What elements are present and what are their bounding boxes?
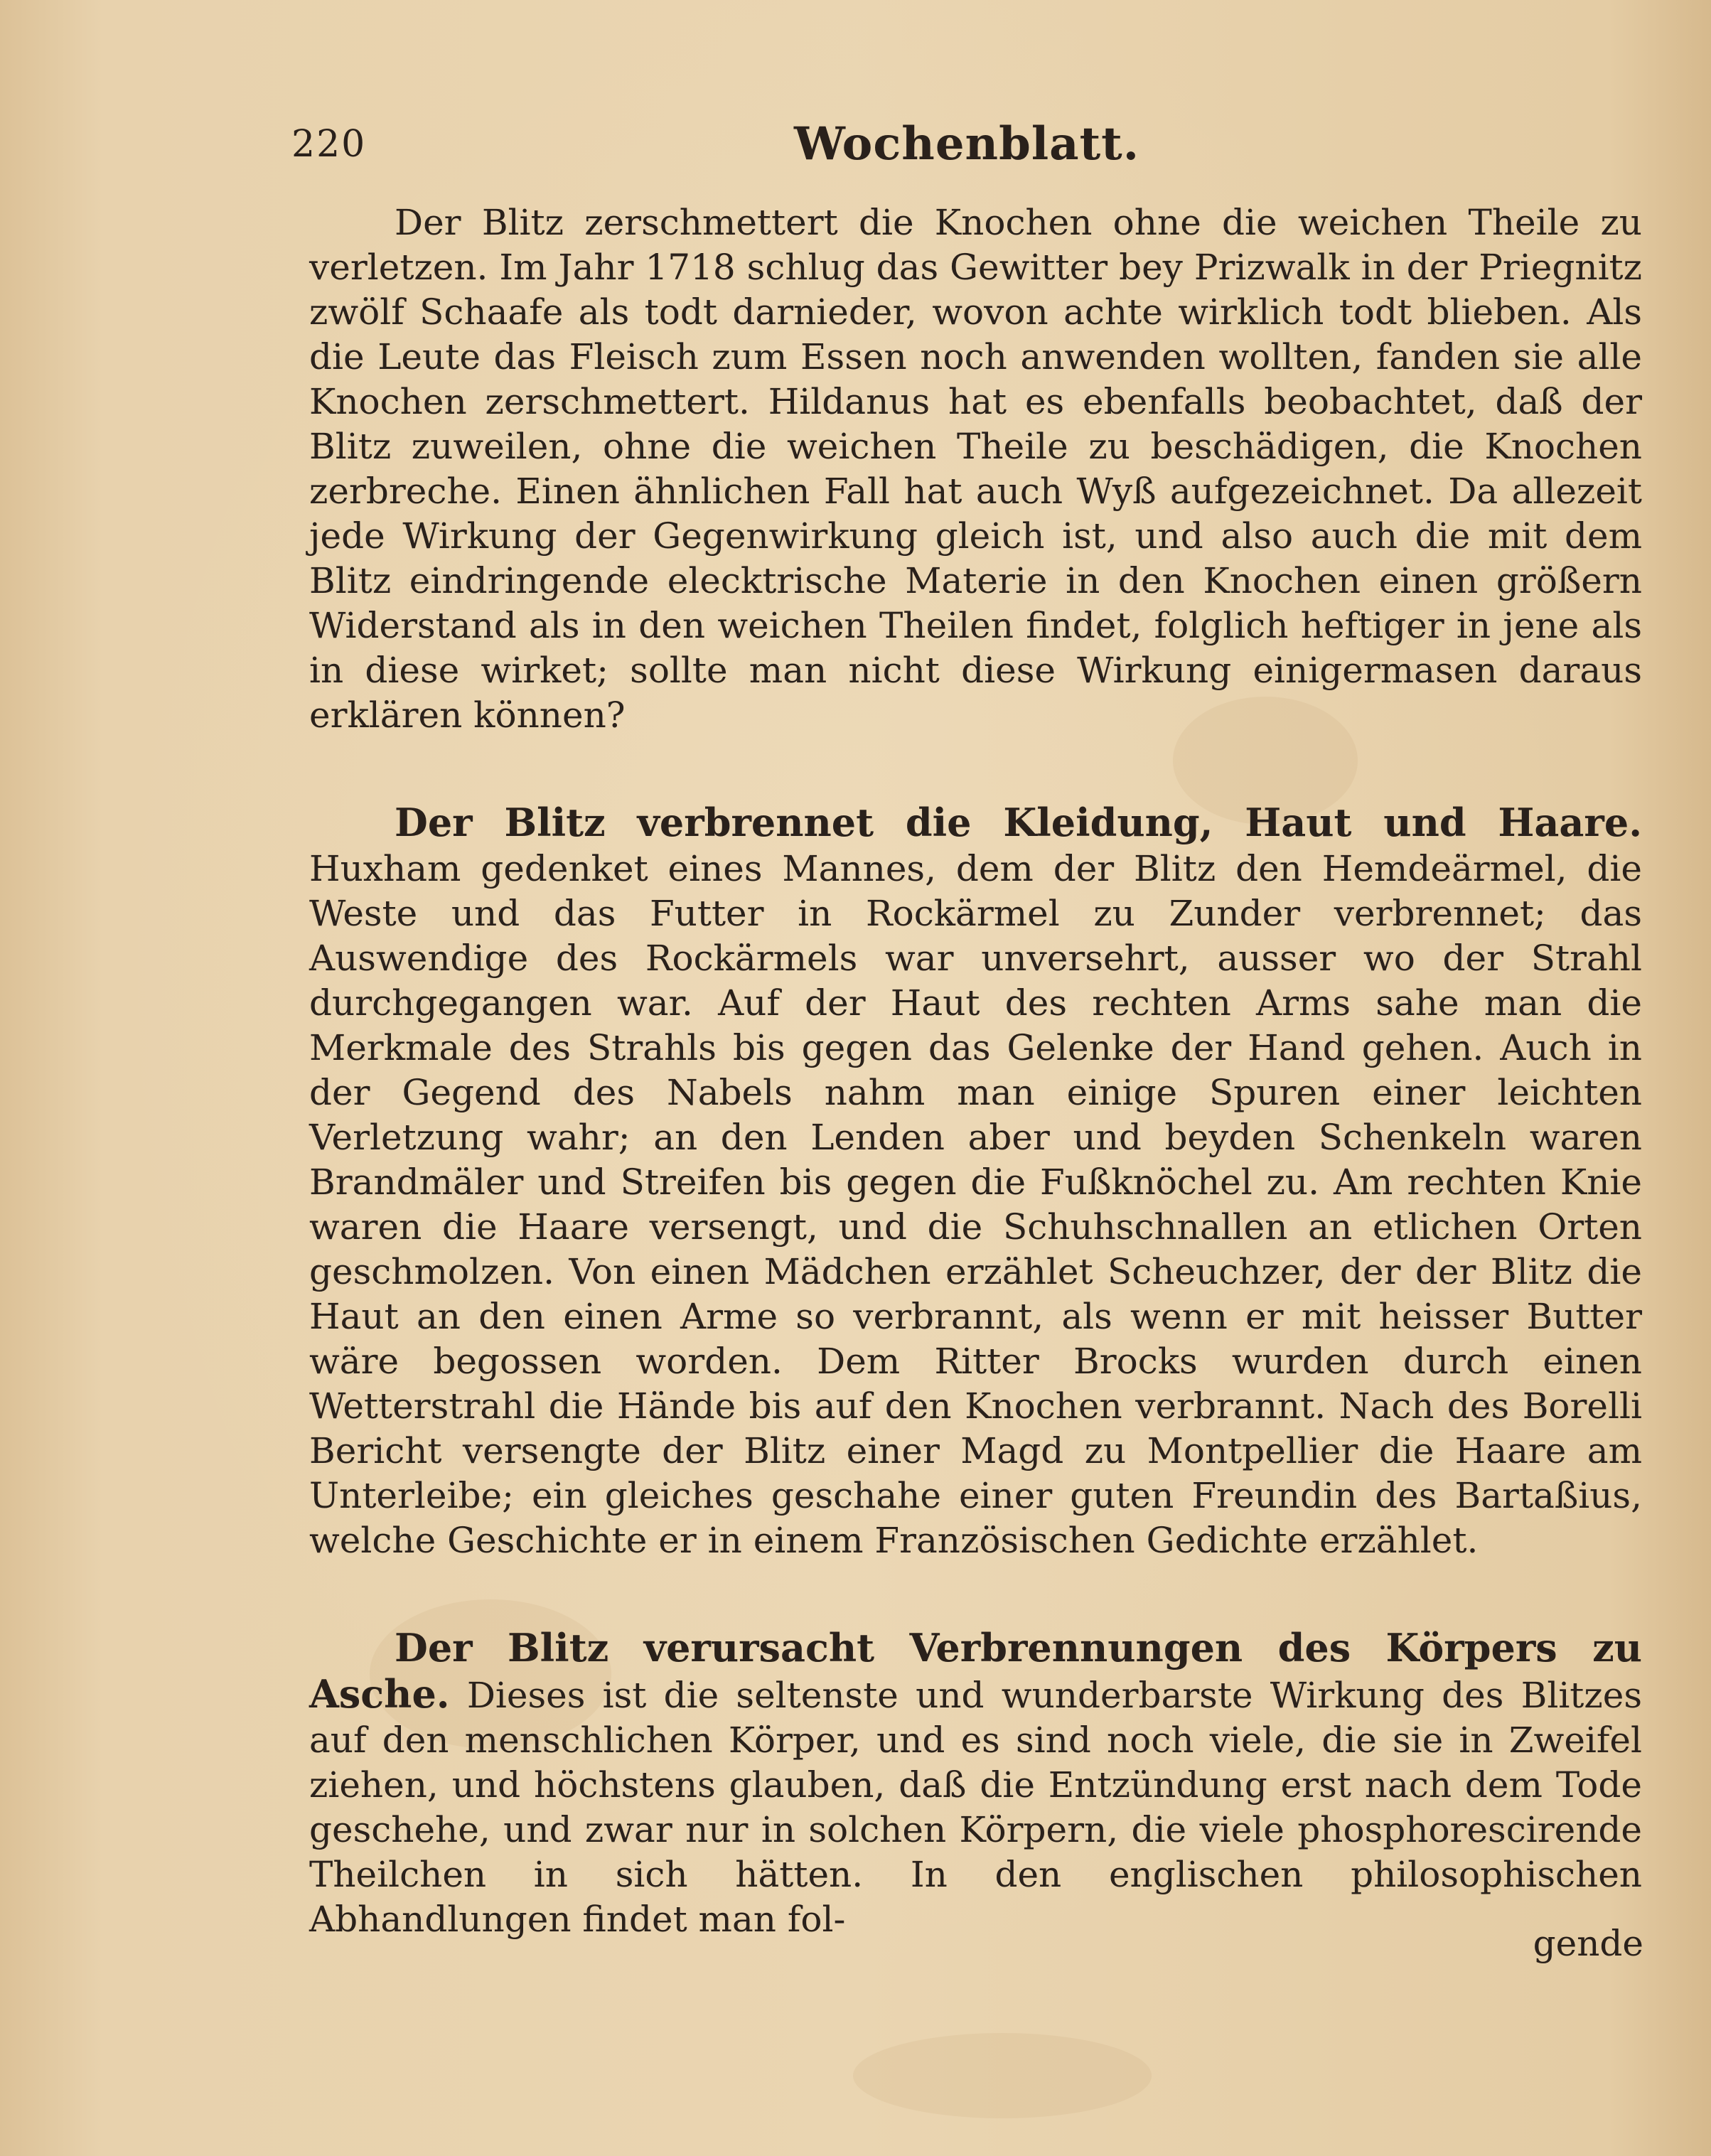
page-body <box>309 199 1642 1942</box>
paragraph-burns-ashes <box>309 1626 1642 1942</box>
page-header <box>291 117 1642 174</box>
running-title: Wochenblatt. <box>793 117 1140 171</box>
paragraph-text: Der Blitz zerschmettert die Knochen ohne die weichen Theile zu verletzen. Im Jahr 1718 schlug das Gewitter bey Prizwalk in der Priegnitz zwölf Schaafe als todt darnieder, wovon achte wirklich todt blieben. Als die Leute das Fleisch zum Essen noch anwenden wollten, fanden sie alle Knochen zerschmettert. Hildanus hat es ebenfalls beobachtet, daß der Blitz zuweilen, ohne die weichen Theile zu beschädigen, die Knochen zerbreche. Einen ähnlichen Fall hat auch Wyß aufgezeichnet. Da allezeit jede Wirkung der Gegenwirkung gleich ist, und also auch die mit dem Blitz eindringende elecktrische Materie in den Knochen einen größern Widerstand als in den weichen Theilen findet, folglich heftiger in jene als in diese wirket; sollte man nicht diese Wirkung einigermasen daraus erklären können? <box>309 202 1642 736</box>
paragraph-text: Dieses ist die seltenste und wunderbarste Wirkung des Blitzes auf den menschlichen Körper, und es sind noch viele, die sie in Zweifel ziehen, und höchstens glauben, daß die Entzündung erst nach dem Tode geschehe, und zwar nur in solchen Körpern, die viele phosphorescirende Theilchen in sich hätten. In den englischen philosophischen Abhandlungen findet man fol- <box>309 1675 1642 1940</box>
page-number: 220 <box>291 123 367 166</box>
paragraph-text: Huxham gedenket eines Mannes, dem der Blitz den Hemdeärmel, die Weste und das Futter in Rockärmel zu Zunder verbrennet; das Auswendige des Rockärmels war unversehrt, ausser wo der Strahl durchgegangen war. Auf der Haut des rechten Arms sahe man die Merkmale des Strahls bis gegen das Gelenke der Hand gehen. Auch in der Gegend des Nabels nahm man einige Spuren einer leichten Verletzung wahr; an den Lenden aber und beyden Schenkeln waren Brandmäler und Streifen bis gegen die Fußknöchel zu. Am rechten Knie waren die Haare versengt, und die Schuhschnallen an etlichen Orten geschmolzen. Von einen Mädchen erzählet Scheuchzer, der der Blitz die Haut an den einen Arme so verbrannt, als wenn er mit heisser Butter wäre begossen worden. Dem Ritter Brocks wurden durch einen Wetterstrahl die Hände bis auf den Knochen verbrannt. Nach des Borelli Bericht versengte der Blitz einer Magd zu Montpellier die Haare am Unterleibe; ein gleiches geschahe einer guten Freundin des Bartaßius, welche Geschichte er in einem Französischen Gedichte erzählet. <box>309 848 1642 1561</box>
catchword: gende <box>1533 1923 1643 1964</box>
paper-stain <box>853 2033 1152 2118</box>
paragraph-bone-fracture <box>309 199 1642 738</box>
paragraph-lead: Der Blitz verursacht Verbrennungen des Körpers zu Asche. <box>309 1625 1642 1717</box>
paragraph-lead: Der Blitz verbrennet die Kleidung, Haut und Haare. <box>395 800 1642 845</box>
paragraph-burns-clothing <box>309 800 1642 1563</box>
